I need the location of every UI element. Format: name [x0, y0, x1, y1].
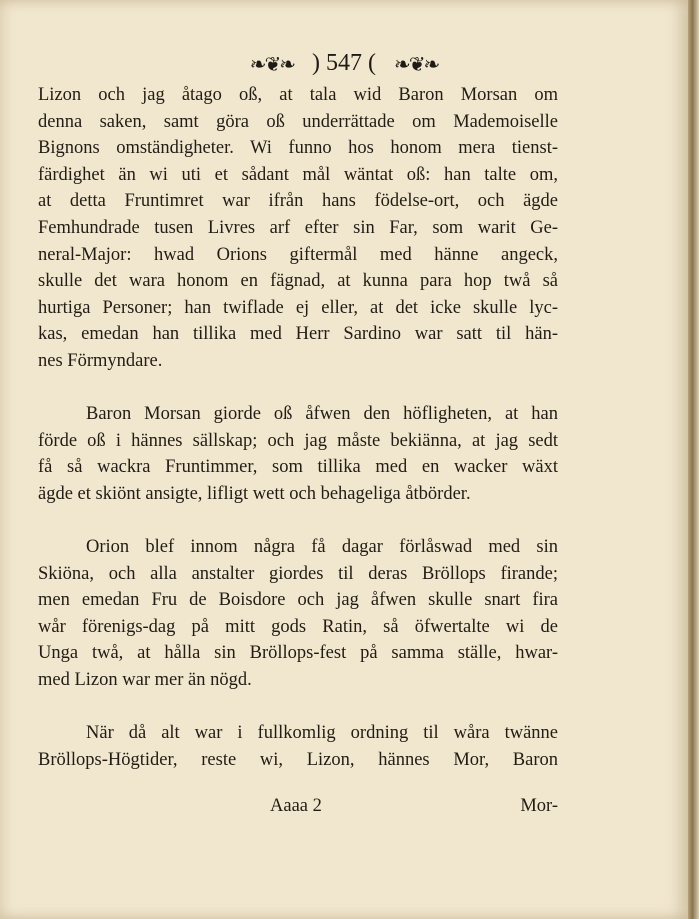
right-ornament: ❧❦❧	[393, 51, 439, 76]
text-line: med Lizon war mer än nögd.	[38, 670, 252, 691]
text-line: skulle det wara honom en fägnad, at kunna para hop twå så	[38, 271, 558, 292]
left-ornament: ❧❦❧	[249, 51, 294, 76]
text-line: nes Förmyndare.	[38, 350, 163, 371]
text-line: Baron Morsan giorde oß åfwen den höfligheten, at han	[86, 404, 558, 425]
text-line: få så wackra Fruntimmer, som tillika med en wacker wäxt	[38, 457, 558, 478]
text-line: men emedan Fru de Boisdore och jag åfwen skulle snart fira	[38, 590, 558, 611]
paragraph	[38, 534, 558, 694]
catchword: Mor-	[520, 796, 558, 816]
text-line: Bignons omständigheter. Wi funno hos honom mera tienst-	[38, 138, 558, 159]
body-text	[38, 82, 558, 773]
signature-mark: Aaaa 2	[270, 796, 322, 816]
text-line: förde oß i hännes sällskap; och jag måste bekiänna, at jag sedt	[38, 430, 558, 451]
page-number: ) 547 (	[312, 50, 376, 76]
text-line: Bröllops-Högtider, reste wi, Lizon, hännes Mor, Baron	[38, 749, 558, 770]
paragraph	[38, 401, 558, 507]
text-line: Lizon och jag åtago oß, at tala wid Baron Morsan om	[38, 85, 558, 105]
text-line: ägde et skiönt ansigte, lifligt wett och behageliga åtbörder.	[38, 483, 471, 504]
text-line: denna saken, samt göra oß underrättade om Mademoiselle	[38, 111, 558, 132]
text-line: När då alt war i fullkomlig ordning til wåra twänne	[86, 723, 558, 744]
text-line: Unga twå, at hålla sin Bröllops-fest på samma ställe, hwar-	[38, 643, 558, 664]
text-line: at detta Fruntimret war ifrån hans födelse-ort, och ägde	[38, 191, 558, 212]
page-header	[0, 50, 688, 77]
text-line: kas, emedan han tillika med Herr Sardino war satt til hän-	[38, 324, 558, 345]
text-line: wår förenigs-dag på mitt gods Ratin, så öfwertalte wi de	[38, 616, 558, 637]
paragraph	[38, 82, 558, 375]
text-line: hurtiga Personer; han twiflade ej eller, at det icke skulle lyc-	[38, 297, 558, 318]
text-line: Skiöna, och alla anstalter giordes til deras Bröllops firande;	[38, 563, 558, 584]
text-line: färdighet än wi uti et sådant mål wäntat oß: han talte om,	[38, 164, 558, 185]
paragraph	[38, 720, 558, 773]
text-line: Femhundrade tusen Livres arf efter sin Far, som warit Ge-	[38, 217, 558, 238]
text-line: neral-Major: hwad Orions giftermål med hänne angeck,	[38, 244, 558, 265]
text-line: Orion blef innom några få dagar förlåswad med sin	[86, 537, 558, 558]
page-edge	[688, 0, 699, 919]
